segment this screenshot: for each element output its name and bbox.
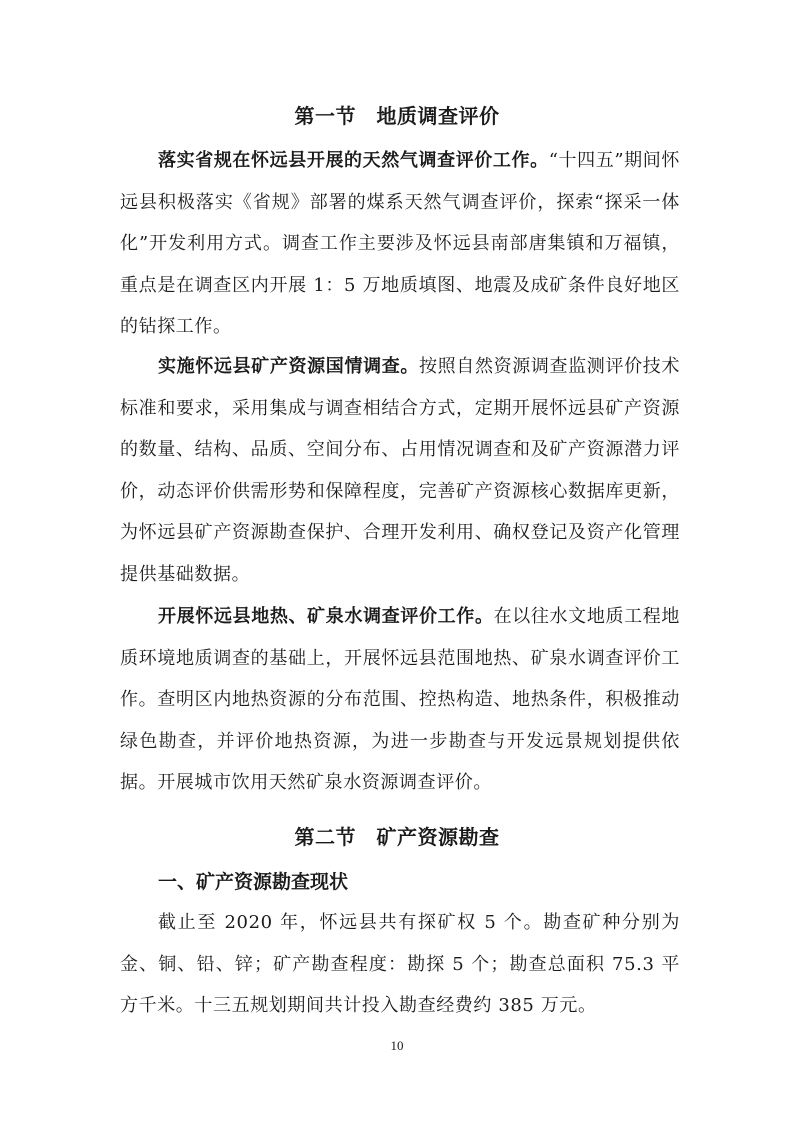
page-number: 10 <box>390 1038 404 1053</box>
paragraph-natural-gas-survey <box>120 140 680 348</box>
paragraph-lead: 实施怀远县矿产资源国情调查。 <box>158 356 420 377</box>
section-2-heading: 第二节 矿产资源勘查 <box>294 825 500 849</box>
paragraph-body: 按照自然资源调查监测评价技术标准和要求，采用集成与调查相结合方式，定期开展怀远县矿产资源的数量、结构、品质、空间分布、占用情况调查和及矿产资源潜力评价，动态评价供需形势和保障程度，完善矿产资源核心数据库更新，为怀远县矿产资源勘查保护、合理开发利用、确权登记及资产化管理提供基础数据。 <box>120 356 680 585</box>
paragraph-lead: 开展怀远县地热、矿泉水调查评价工作。 <box>158 606 494 627</box>
section-1-heading: 第一节 地质调查评价 <box>294 104 500 128</box>
paragraph-body: 在以往水文地质工程地质环境地质调查的基础上，开展怀远县范围地热、矿泉水调查评价工作。查明区内地热资源的分布范围、控热构造、地热条件，积极推动绿色勘查，并评价地热资源，为进一步勘查与开发远景规划提供依据。开展城市饮用天然矿泉水资源调查评价。 <box>120 606 680 793</box>
paragraph-exploration-status: 截止至 2020 年，怀远县共有探矿权 5 个。勘查矿种分别为金、铜、铅、锌；矿产勘查程度：勘探 5 个；勘查总面积 75.3 平方千米。十三五规划期间共计投入勘查经费约 385 万元。 <box>120 912 680 1016</box>
paragraph-body: “十四五”期间怀远县积极落实《省规》部署的煤系天然气调查评价，探索“探采一体化”开发利用方式。调查工作主要涉及怀远县南部唐集镇和万福镇，重点是在调查区内开展 1：5 万地质填图、地震及成矿条件良好地区的钻探工作。 <box>120 150 680 337</box>
paragraph-mineral-resource-survey <box>120 346 680 595</box>
paragraph-lead: 落实省规在怀远县开展的天然气调查评价工作。 <box>158 150 549 171</box>
paragraph-geothermal-survey <box>120 596 680 804</box>
subsection-heading: 一、矿产资源勘查现状 <box>158 871 349 893</box>
